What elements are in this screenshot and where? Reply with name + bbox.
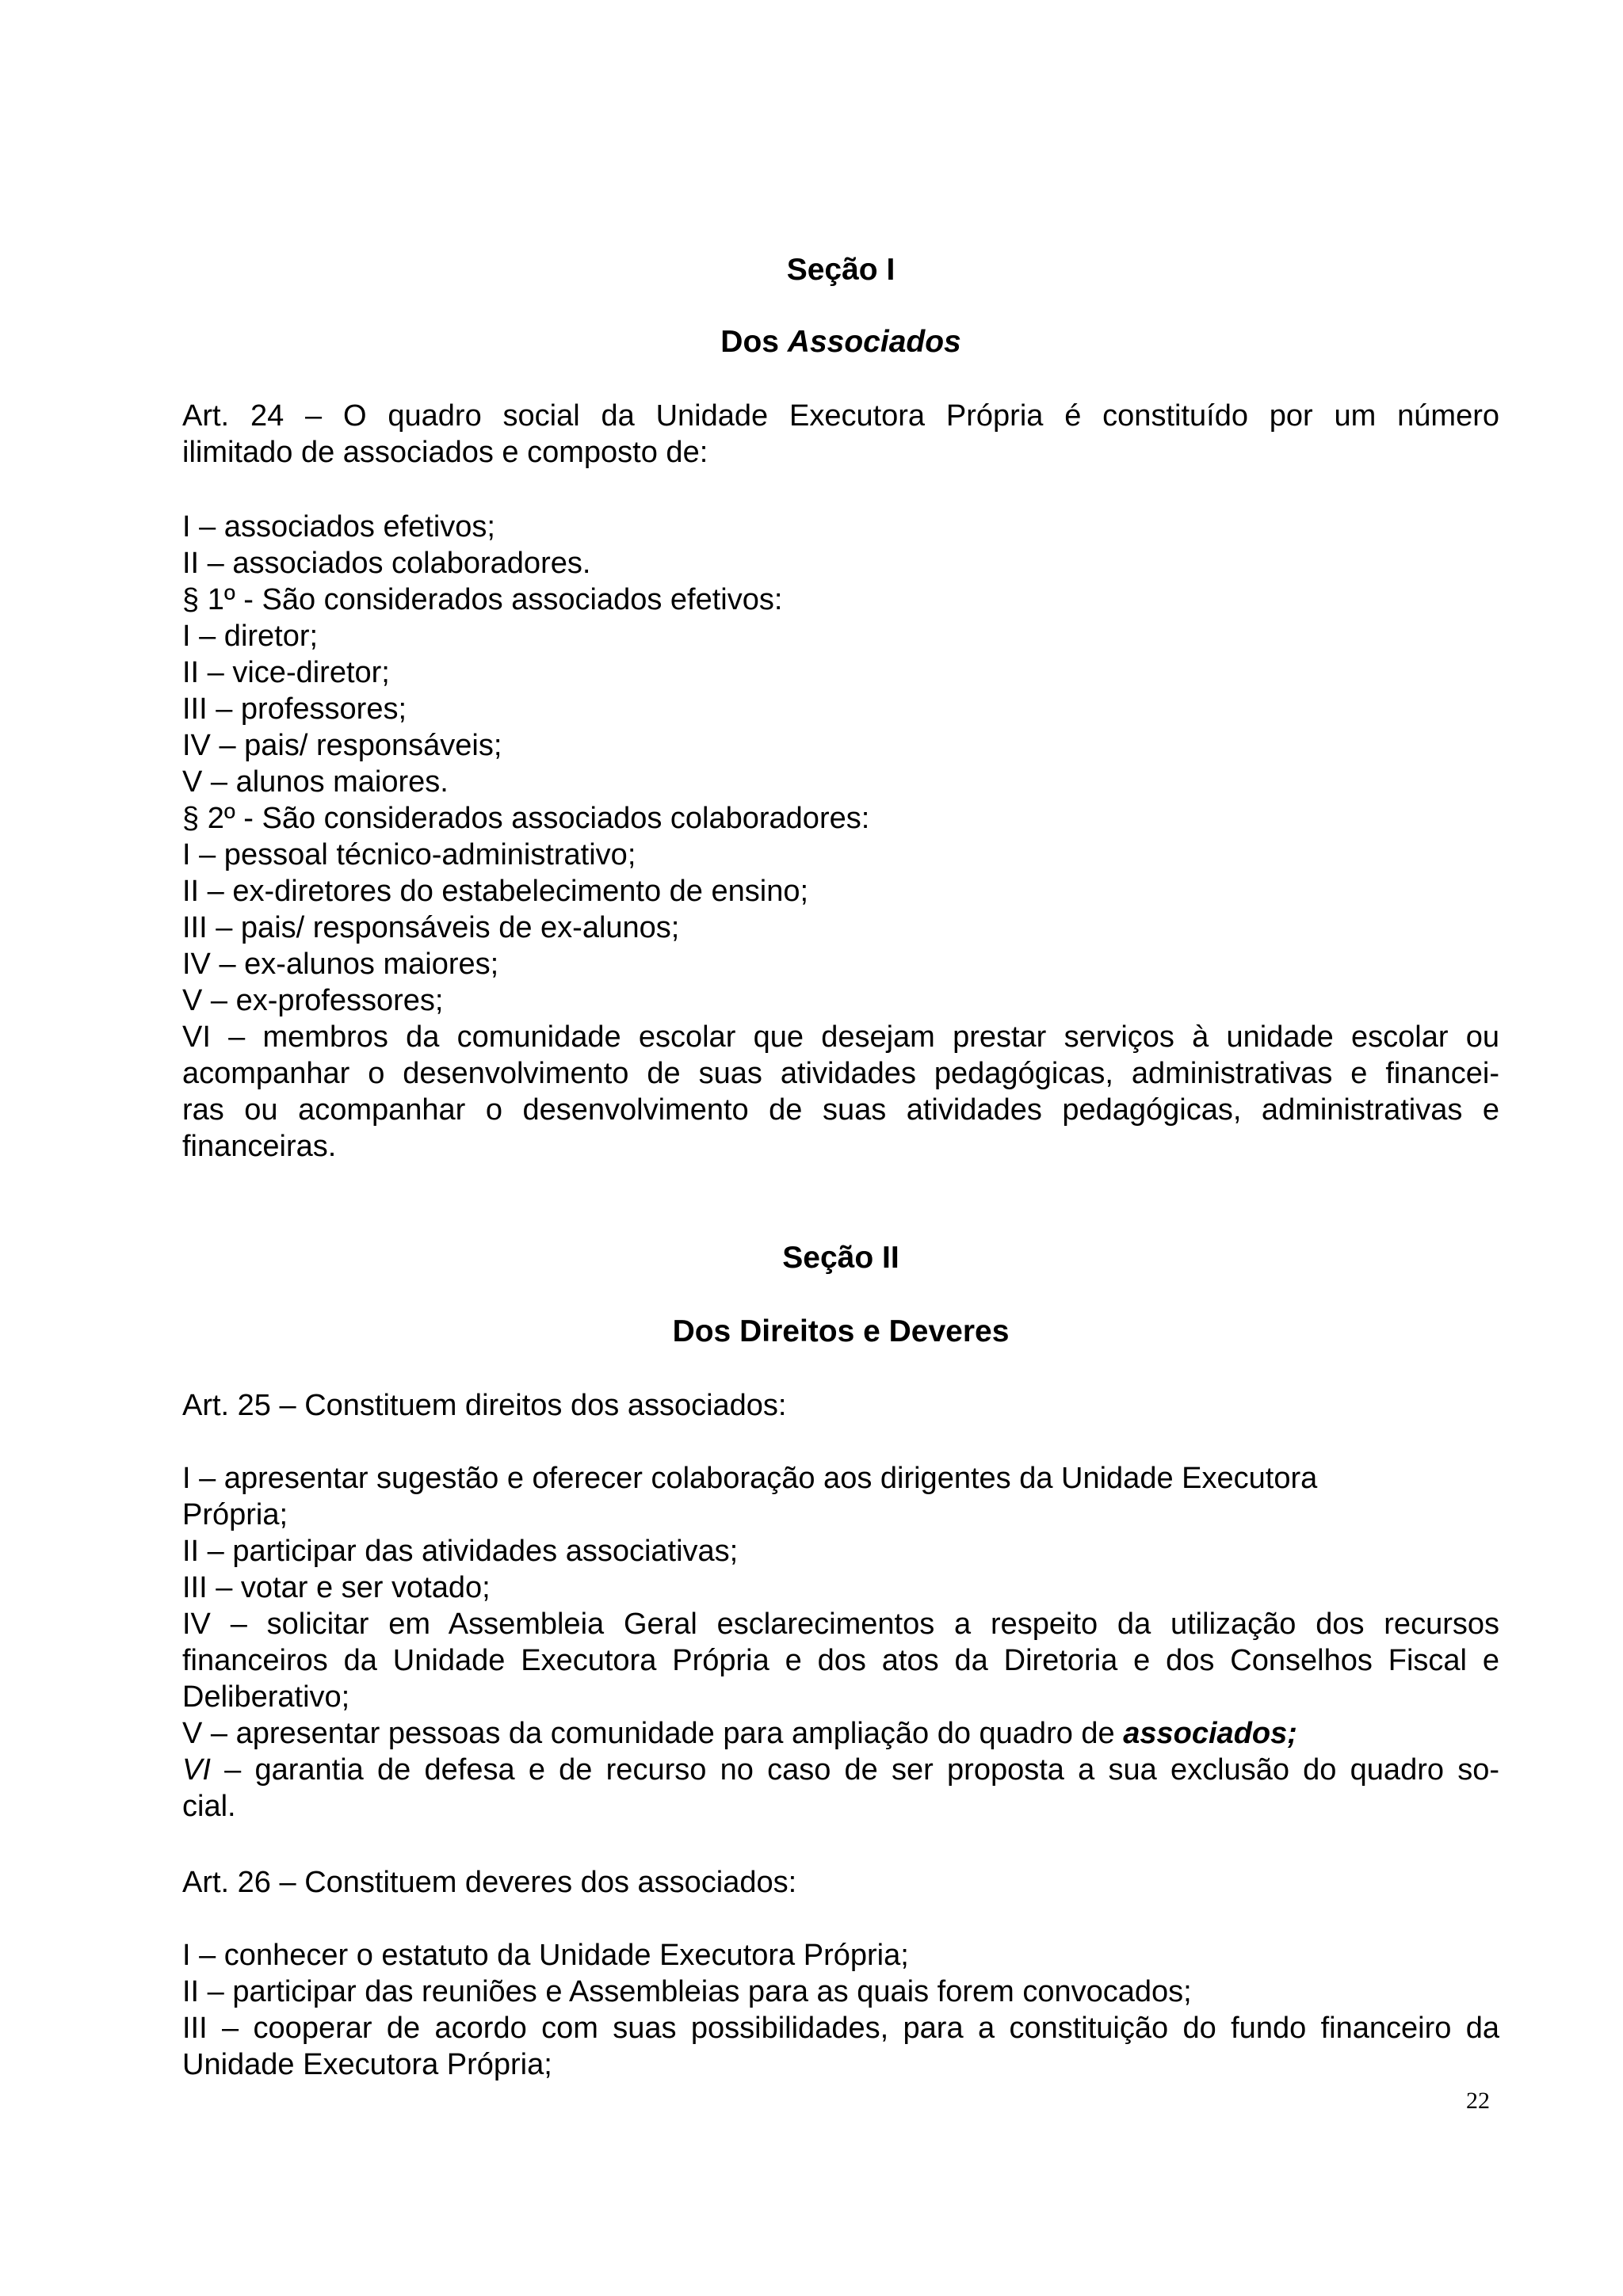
- list-item-vi: [182, 1752, 1499, 1788]
- article-24-line: ilimitado de associados e composto de:: [182, 436, 708, 469]
- list-item-vi-line: financeiras.: [182, 1130, 337, 1163]
- section-2-subtitle: Dos Direitos e Deveres: [672, 1314, 1010, 1348]
- list-item: § 2º - São considerados associados colaboradores:: [182, 802, 870, 835]
- list-item-vi-text: – garantia de defesa e de recurso no caso de ser proposta a sua exclusão do quadro so-: [210, 1753, 1499, 1787]
- list-item-v: [182, 1715, 1499, 1752]
- section-1-subtitle-italic: Associados: [787, 325, 961, 359]
- list-item: Própria;: [182, 1498, 288, 1531]
- list-item-vi-line: VI – membros da comunidade escolar que desejam prestar serviços à unidade escolar ou: [182, 1020, 1499, 1054]
- article-24: [182, 398, 1499, 471]
- list-item: V – ex-professores;: [182, 984, 444, 1017]
- list-item: § 1º - São considerados associados efetivos:: [182, 583, 783, 616]
- article-26: [182, 1864, 1499, 1901]
- list-item-v-emphasis: associados;: [1123, 1717, 1297, 1750]
- list-item: IV – ex-alunos maiores;: [182, 948, 499, 981]
- list-item: Unidade Executora Própria;: [182, 2048, 552, 2081]
- list-item: IV – pais/ responsáveis;: [182, 729, 502, 762]
- list-item: financeiros da Unidade Executora Própria e dos atos da Diretoria e dos Conselhos Fiscal e: [182, 1644, 1499, 1677]
- associates-list: [182, 509, 1499, 1165]
- list-item: III – votar e ser votado;: [182, 1571, 491, 1604]
- list-item-vi-numeral: VI: [182, 1753, 211, 1787]
- list-item: Deliberativo;: [182, 1680, 350, 1714]
- list-item: IV – solicitar em Assembleia Geral esclarecimentos a respeito da utilização dos recursos: [182, 1608, 1499, 1641]
- list-item: I – conhecer o estatuto da Unidade Executora Própria;: [182, 1939, 909, 1972]
- list-item-vi-line: acompanhar o desenvolvimento de suas atividades pedagógicas, administrativas e financei-: [182, 1057, 1499, 1090]
- article-24-line: Art. 24 – O quadro social da Unidade Executora Própria é constituído por um número: [182, 399, 1499, 433]
- article-26-heading: Art. 26 – Constituem deveres dos associados:: [182, 1866, 797, 1899]
- list-item: II – vice-diretor;: [182, 656, 390, 689]
- list-item-v-text: V – apresentar pessoas da comunidade para ampliação do quadro de: [182, 1717, 1124, 1750]
- duties-list: [182, 1937, 1499, 2083]
- list-item: I – apresentar sugestão e oferecer colaboração aos dirigentes da Unidade Executora: [182, 1462, 1318, 1495]
- section-1-subtitle: [182, 324, 1499, 360]
- article-25-heading: Art. 25 – Constituem direitos dos associados:: [182, 1389, 787, 1422]
- list-item: II – ex-diretores do estabelecimento de ensino;: [182, 875, 809, 908]
- list-item: II – participar das reuniões e Assembleias para as quais forem convocados;: [182, 1975, 1192, 2008]
- list-item: I – diretor;: [182, 620, 319, 653]
- list-item: II – associados colaboradores.: [182, 547, 591, 580]
- list-item-vi-cont: cial.: [182, 1790, 236, 1823]
- section-1-title: Seção I: [786, 253, 896, 287]
- list-item: III – professores;: [182, 692, 407, 726]
- rights-list: [182, 1460, 1499, 1825]
- section-2-title: Seção II: [782, 1241, 899, 1275]
- list-item: III – pais/ responsáveis de ex-alunos;: [182, 911, 680, 944]
- article-25: [182, 1387, 1499, 1424]
- list-item: III – cooperar de acordo com suas possibilidades, para a constituição do fundo financeiro da: [182, 2012, 1499, 2045]
- list-item: V – alunos maiores.: [182, 765, 449, 799]
- list-item-vi-line: ras ou acompanhar o desenvolvimento de suas atividades pedagógicas, administrativas e: [182, 1093, 1499, 1127]
- page-number: 22: [1466, 2088, 1490, 2114]
- list-item: I – pessoal técnico-administrativo;: [182, 838, 636, 871]
- list-item: II – participar das atividades associativas;: [182, 1535, 739, 1568]
- section-1-subtitle-prefix: Dos: [720, 325, 788, 359]
- list-item: I – associados efetivos;: [182, 510, 495, 543]
